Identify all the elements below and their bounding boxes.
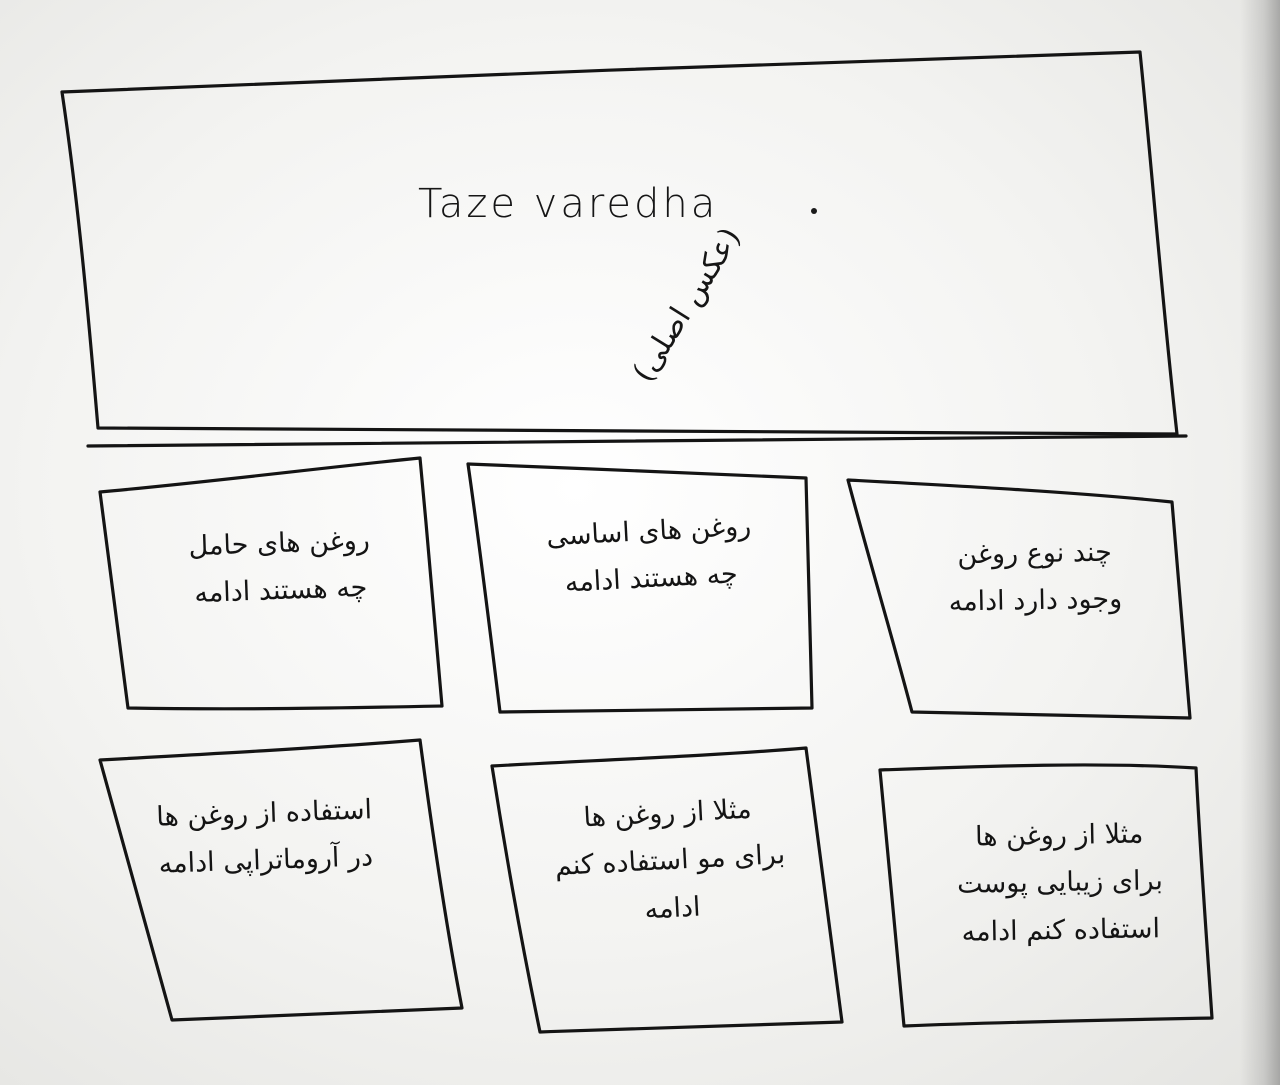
card-skin-beauty-title: مثلا از روغن ها [974,818,1144,853]
card-hair-use[interactable] [516,782,823,939]
hero-title-dot [811,208,817,214]
card-aromatherapy-use-more-link[interactable]: در آروماتراپی ادامه [158,841,374,880]
card-essential-oils-title: روغن های اساسی [545,510,752,553]
card-carrier-oils-title: روغن های حامل [188,524,371,563]
card-carrier-oils[interactable] [138,515,421,619]
hero-frame [62,52,1177,434]
card-oil-types[interactable] [894,528,1176,627]
card-hair-use-title: مثلا از روغن ها [582,793,753,834]
card-skin-beauty[interactable] [914,809,1206,956]
card-aromatherapy-use-title: استفاده از روغن ها [155,794,373,833]
hero-underline [88,436,1186,446]
card-skin-beauty-subtitle: برای زیبایی پوست [956,865,1164,901]
card-aromatherapy-use[interactable] [108,785,421,890]
card-oil-types-more-link[interactable]: وجود دارد ادامه [948,583,1123,618]
hero-image-caption: (عکس اصلی) [625,221,748,388]
card-hair-use-more-link[interactable]: ادامه [643,890,702,925]
card-hair-use-subtitle: برای مو استفاده کنم [554,839,786,883]
card-oil-types-title: چند نوع روغن [957,536,1113,571]
card-essential-oils-more-link[interactable]: چه هستند ادامه [563,558,739,599]
card-skin-beauty-more-link[interactable]: استفاده کنم ادامه [961,912,1161,948]
card-carrier-oils-more-link[interactable]: چه هستند ادامه [193,572,368,610]
hero-title: Taze varedha [418,181,719,227]
card-essential-oils[interactable] [503,500,798,610]
